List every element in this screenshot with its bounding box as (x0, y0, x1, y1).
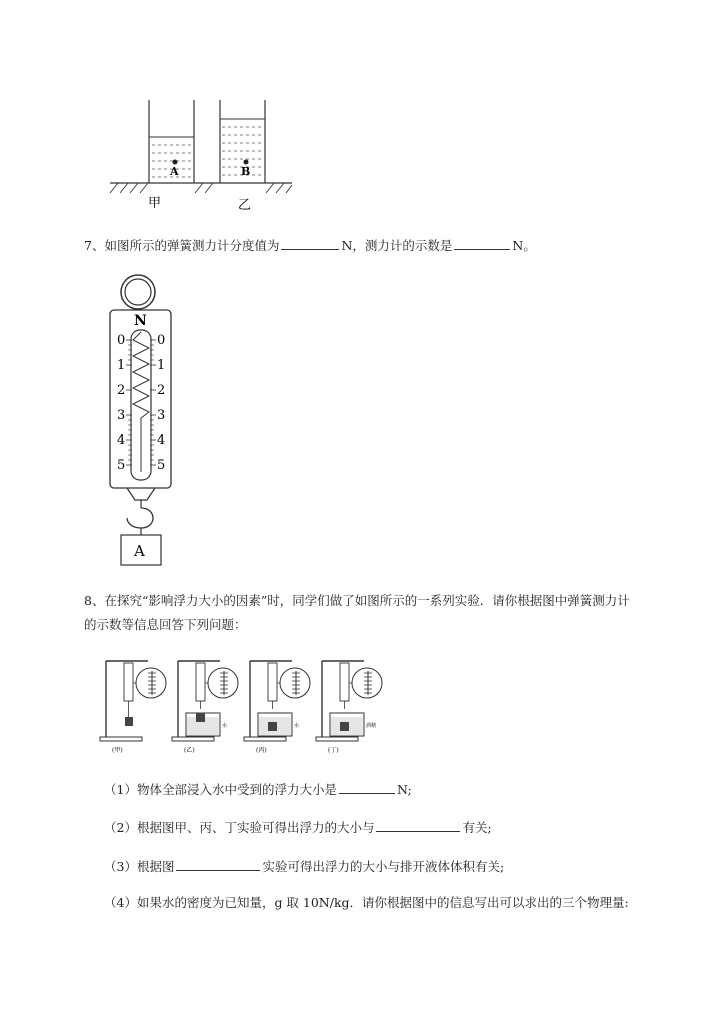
q7-text-2: N，测力计的示数是 (341, 238, 453, 253)
tick-label-left-0: 0 (117, 333, 126, 348)
tick-label-right-4: 4 (157, 433, 166, 448)
q8-sub-3-b: 实验可得出浮力的大小与排开液体体积有关; (262, 859, 505, 874)
tick-label-left-1: 1 (117, 358, 126, 373)
spring-unit-label: N (134, 313, 147, 329)
q8-sub-1-a: （1）物体全部浸入水中受到的浮力大小是 (104, 782, 337, 797)
q7-text-3: N。 (512, 238, 536, 253)
point-b-label: B (241, 165, 251, 178)
experiment-panel (244, 661, 310, 754)
tick-label-left-2: 2 (117, 383, 126, 398)
beakers-figure (100, 95, 300, 215)
q8-sub-3-a: （3）根据图 (104, 859, 175, 874)
tick-label-right-2: 2 (157, 383, 166, 398)
q8-sub-2 (104, 818, 492, 837)
q8-sub-4: （4）如果水的密度为已知量，g 取 10N/kg．请你根据图中的信息写出可以求出的三个物理量: (104, 895, 629, 910)
tick-label-left-3: 3 (117, 408, 126, 423)
weight-a-label: A (134, 542, 145, 560)
point-a-label: A (170, 165, 179, 178)
tick-label-right-0: 0 (157, 333, 166, 348)
beaker-label-left: 甲 (148, 196, 162, 211)
liquid-label: 水 (222, 723, 228, 729)
tick-label-left-5: 5 (117, 458, 126, 473)
panel-label: (丙) (256, 747, 267, 754)
q8-sub-2-a: （2）根据图甲、丙、丁实验可得出浮力的大小与 (104, 820, 375, 835)
panel-label: (甲) (112, 747, 123, 754)
panel-label: (乙) (184, 747, 195, 754)
q8-sub-3-blank[interactable] (176, 857, 260, 871)
q8-sub-3 (104, 857, 504, 876)
q8-line-2: 的示数等信息回答下列问题： (84, 617, 247, 632)
q7-text (84, 236, 536, 255)
q8-sub-1 (104, 780, 412, 799)
q8-sub-1-blank[interactable] (339, 780, 395, 794)
q7-blank-1[interactable] (281, 236, 339, 250)
experiment-panel (172, 661, 238, 754)
q7-blank-2[interactable] (454, 236, 510, 250)
q7-text-1: 7、如图所示的弹簧测力计分度值为 (84, 238, 280, 253)
q8-sub-2-b: 有关; (462, 820, 492, 835)
liquid-label: 水 (294, 723, 300, 729)
q8-sub-2-blank[interactable] (376, 818, 460, 832)
spring-scale-figure (105, 272, 180, 567)
tick-label-right-3: 3 (157, 408, 166, 423)
experiment-panel (100, 661, 166, 754)
liquid-label: 酒精 (366, 723, 377, 729)
experiment-panel (316, 661, 382, 754)
panel-label: (丁) (328, 747, 339, 754)
experiment-figure (96, 653, 386, 755)
tick-label-right-1: 1 (157, 358, 166, 373)
beaker-label-right: 乙 (238, 198, 252, 213)
tick-label-right-5: 5 (157, 458, 166, 473)
tick-label-left-4: 4 (117, 433, 126, 448)
q8-sub-1-b: N; (396, 782, 412, 797)
q8-line-1: 8、在探究“影响浮力大小的因素”时，同学们做了如图所示的一系列实验．请你根据图中弹簧测力计 (84, 593, 630, 608)
